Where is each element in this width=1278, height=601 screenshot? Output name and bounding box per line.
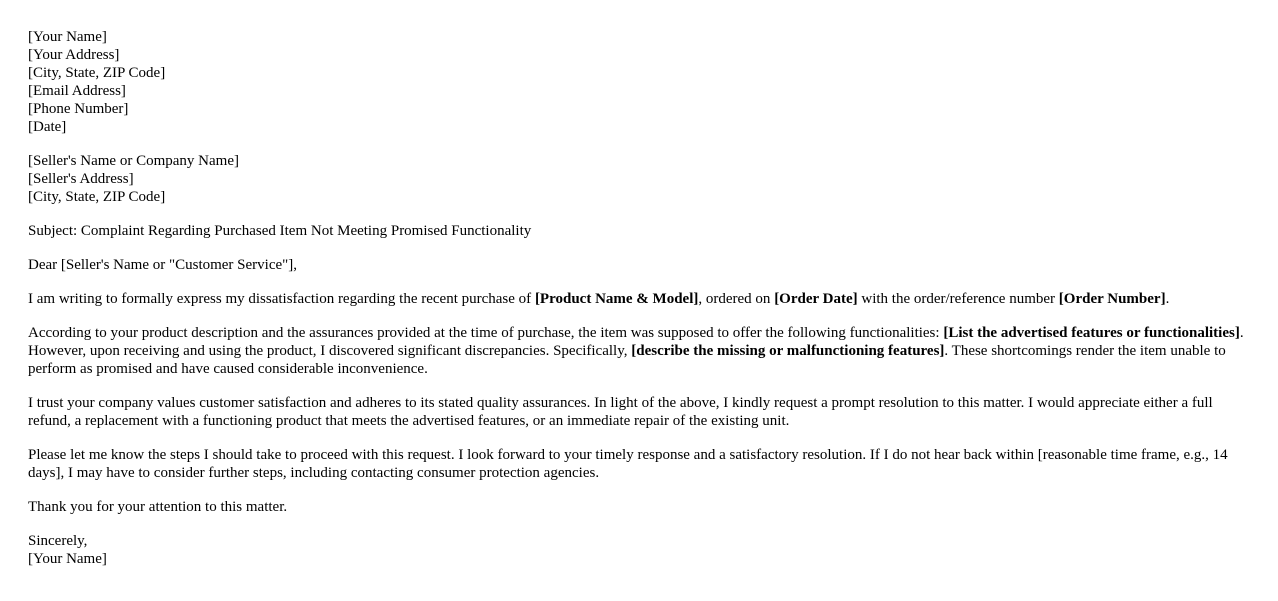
missing-features-placeholder: [describe the missing or malfunctioning features] <box>631 343 945 359</box>
sender-name: [Your Name] <box>28 29 107 45</box>
sender-address: [Your Address] <box>28 47 120 63</box>
recipient-city-state-zip: [City, State, ZIP Code] <box>28 189 166 205</box>
paragraph-resolution-request: I trust your company values customer satisfaction and adheres to its stated quality assurances. In light of the above, I kindly request a prompt resolution to this matter. I would appreciate either a full refund, a replacement with a functioning product that meets the advertised features, or an immediate repair of the existing unit. <box>28 395 1213 429</box>
paragraph-discrepancies <box>28 324 1250 378</box>
order-number-placeholder: [Order Number] <box>1058 291 1166 307</box>
sender-city-state-zip: [City, State, ZIP Code] <box>28 65 166 81</box>
paragraph-text: I am writing to formally express my dissatisfaction regarding the recent purchase of <box>28 291 535 307</box>
closing-signoff: Sincerely, <box>28 533 88 549</box>
recipient-name: [Seller's Name or Company Name] <box>28 153 239 169</box>
paragraph-thanks: Thank you for your attention to this matter. <box>28 499 288 515</box>
sender-phone: [Phone Number] <box>28 101 129 117</box>
paragraph-next-steps: Please let me know the steps I should take to proceed with this request. I look forward to your timely response and a satisfactory resolution. If I do not hear back within [reasonable time frame, e.g., 14 days], I may have to consider further steps, including contacting consumer protection agencies. <box>28 447 1228 481</box>
paragraph-text: with the order/reference number <box>857 291 1059 307</box>
order-date-placeholder: [Order Date] <box>774 291 858 307</box>
product-name-placeholder: [Product Name & Model] <box>534 291 699 307</box>
closing-block <box>28 532 1250 568</box>
paragraph-text: . <box>1165 291 1170 307</box>
letter-document <box>28 28 1250 584</box>
salutation: Dear [Seller's Name or "Customer Service"], <box>28 257 298 273</box>
subject-line: Subject: Complaint Regarding Purchased Item Not Meeting Promised Functionality <box>28 223 532 239</box>
paragraph-text: . These shortcomings render the item unable to perform as promised and have caused considerable inconvenience. <box>28 343 1226 377</box>
closing-name: [Your Name] <box>28 551 107 567</box>
paragraph-purchase-details <box>28 290 1250 308</box>
paragraph-text: , ordered on <box>698 291 775 307</box>
advertised-features-placeholder: [List the advertised features or functionalities] <box>943 325 1240 341</box>
recipient-address: [Seller's Address] <box>28 171 134 187</box>
paragraph-text: . However, upon receiving and using the product, I discovered significant discrepancies. Specifically, <box>28 325 1244 359</box>
sender-email: [Email Address] <box>28 83 126 99</box>
letter-date: [Date] <box>28 119 67 135</box>
sender-block <box>28 28 1250 136</box>
paragraph-text: According to your product description and the assurances provided at the time of purchase, the item was supposed to offer the following functionalities: <box>28 325 944 341</box>
recipient-block <box>28 152 1250 206</box>
